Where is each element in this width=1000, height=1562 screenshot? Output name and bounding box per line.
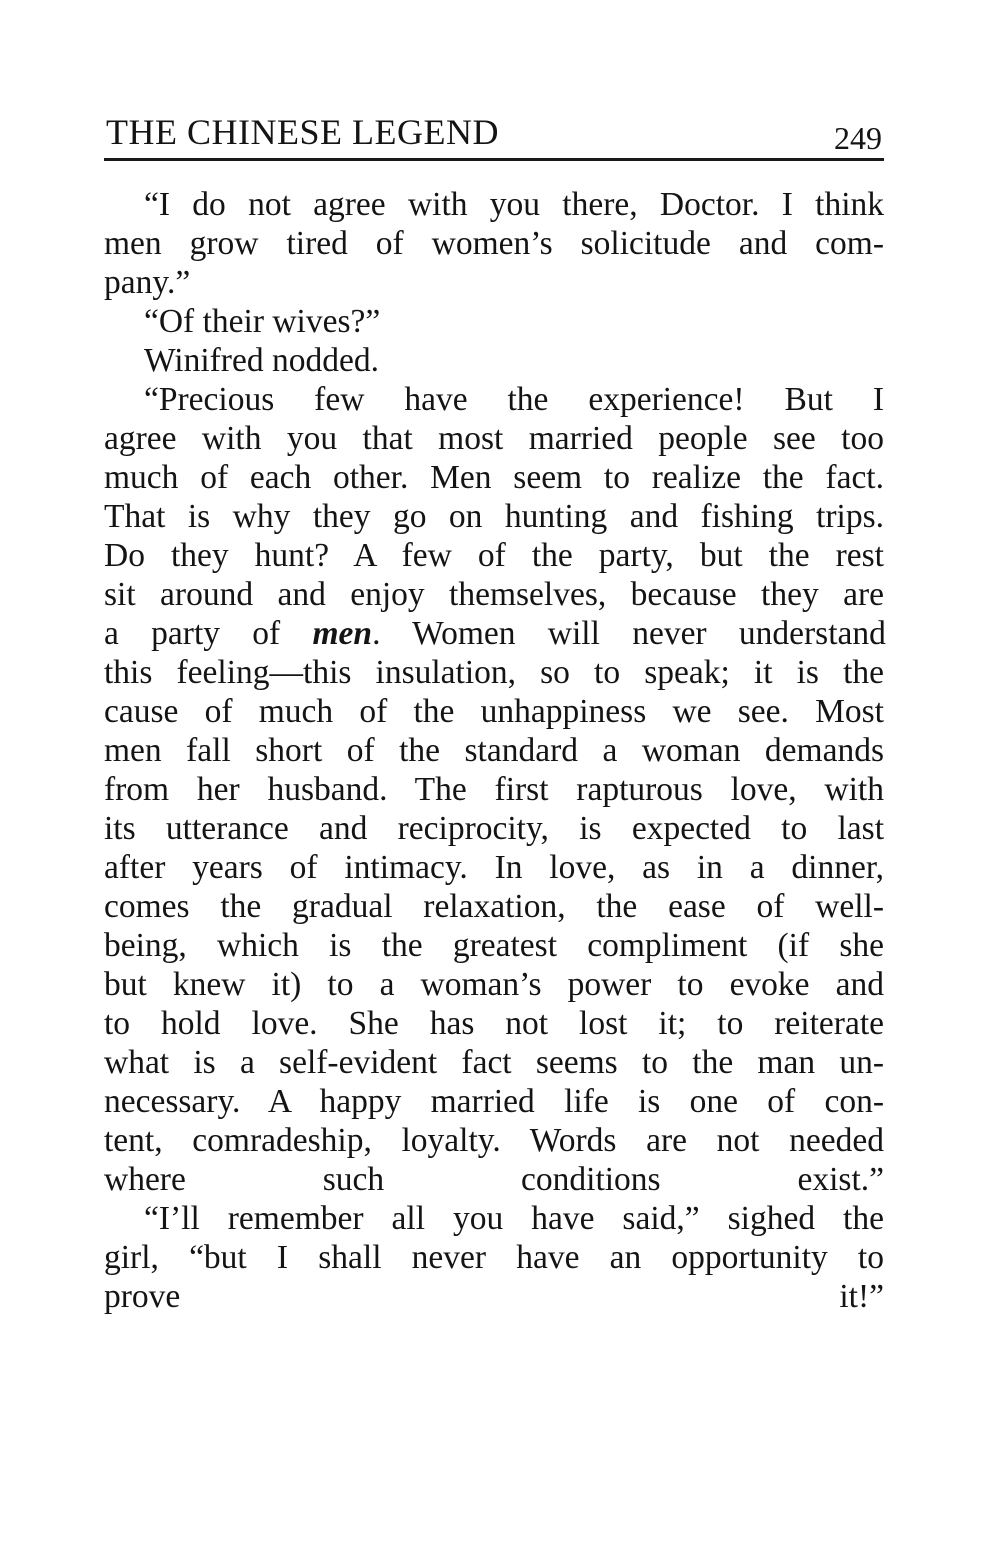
text-line: prove it!” [104, 1278, 884, 1315]
text-line: tent, comradeship, loyalty. Words are not needed [104, 1122, 884, 1159]
text-line: its utterance and reciprocity, is expected to last [104, 810, 885, 847]
text-line: “Precious few have the experience! But I [144, 381, 884, 418]
emphasis-men: men [312, 615, 373, 652]
paragraph-3 [104, 341, 884, 380]
text-line: pany.” [104, 264, 191, 301]
text-line: comes the gradual relaxation, the ease of well- [104, 888, 885, 925]
text-line: from her husband. The first rapturous love, with [104, 771, 884, 808]
paragraph-5 [104, 1199, 884, 1316]
text-line: Winifred nodded. [144, 342, 379, 379]
paragraph-1 [104, 185, 884, 302]
text-line: but knew it) to a woman’s power to evoke and [104, 966, 885, 1003]
text-line: “I’ll remember all you have said,” sighed the [144, 1200, 884, 1237]
text-line: where such conditions exist.” [104, 1161, 884, 1198]
text-line: Do they hunt? A few of the party, but the rest [104, 537, 884, 574]
text-line: That is why they go on hunting and fishing trips. [104, 498, 885, 535]
text-line: sit around and enjoy themselves, because they are [104, 576, 884, 613]
page-number: 249 [834, 120, 882, 156]
page-header [104, 108, 884, 161]
text-line: necessary. A happy married life is one of con- [104, 1083, 884, 1120]
book-page [104, 108, 884, 1316]
paragraph-2 [104, 302, 884, 341]
running-head: THE CHINESE LEGEND [106, 112, 499, 152]
text-line: “Of their wives?” [144, 303, 381, 340]
text-line: to hold love. She has not lost it; to reiterate [104, 1005, 884, 1042]
text-line: after years of intimacy. In love, as in a dinner, [104, 849, 885, 886]
text-line: much of each other. Men seem to realize the fact. [104, 459, 884, 496]
paragraph-4 [104, 380, 884, 1199]
text-line: men grow tired of women’s solicitude and com- [104, 225, 884, 262]
text-line: men fall short of the standard a woman demands [104, 732, 885, 769]
text-line: girl, “but I shall never have an opportunity to [104, 1239, 884, 1276]
text-line: being, which is the greatest compliment (if she [104, 927, 884, 964]
text-line: agree with you that most married people see too [104, 420, 884, 457]
text-line: this feeling—this insulation, so to speak; it is the [104, 654, 884, 691]
text-line: what is a self-evident fact seems to the man un- [104, 1044, 884, 1081]
text-line: “I do not agree with you there, Doctor. I think [144, 186, 885, 223]
text-line: a party of men. Women will never understand [104, 615, 886, 652]
body-text [104, 185, 884, 1316]
text-line: cause of much of the unhappiness we see. Most [104, 693, 884, 730]
